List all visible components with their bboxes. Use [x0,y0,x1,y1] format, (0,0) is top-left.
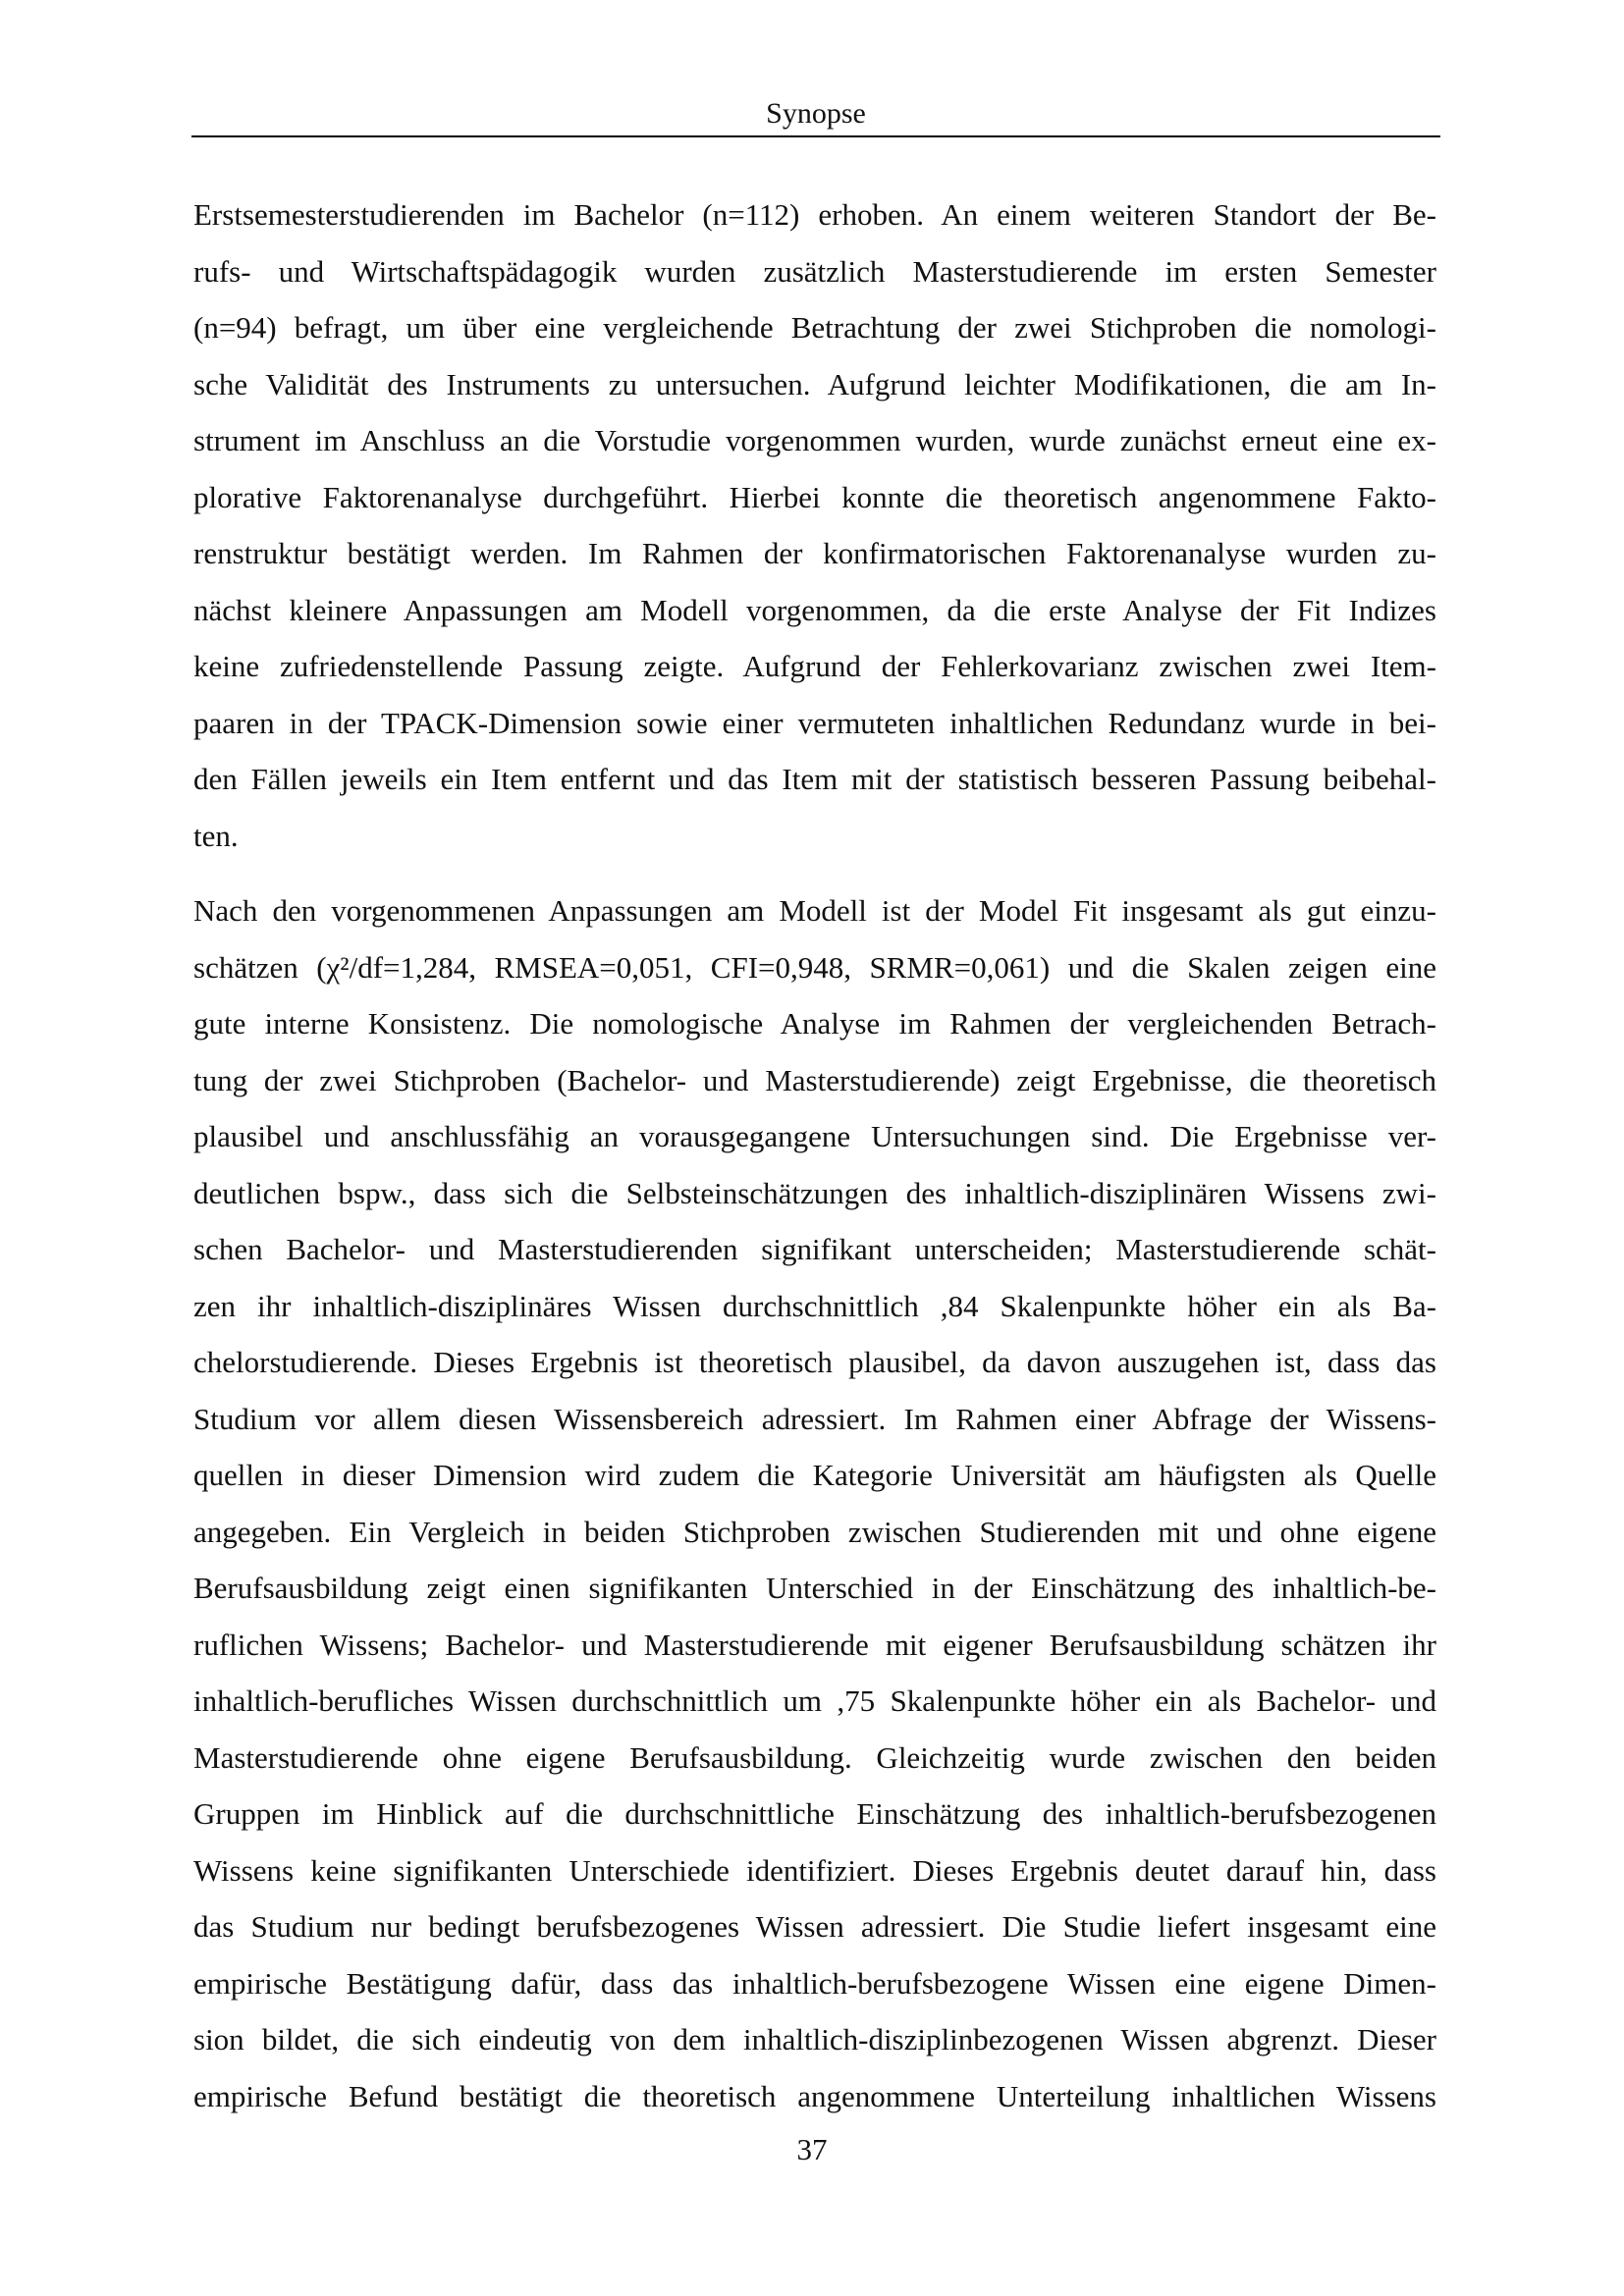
text-line: ten. [193,818,239,853]
text-line: Gruppen im Hinblick auf die durchschnittliche Einschätzung des inhaltlich-berufsbezogenen [193,1796,1436,1831]
running-header [191,92,1440,137]
paragraph-1 [193,187,1436,864]
text-line: schätzen (χ²/df=1,284, RMSEA=0,051, CFI=0,948, SRMR=0,061) und die Skalen zeigen eine [193,949,1436,985]
text-line: Berufsausbildung zeigt einen signifikanten Unterschied in der Einschätzung des inhaltlich-be- [193,1571,1436,1605]
text-line: deutlichen bspw., dass sich die Selbsteinschätzungen des inhaltlich-disziplinären Wissens zwi- [193,1175,1436,1210]
text-line: nächst kleinere Anpassungen am Modell vorgenommen, da die erste Analyse der Fit Indizes [193,592,1436,627]
body-text [193,187,1436,2124]
text-line: zen ihr inhaltlich-disziplinäres Wissen durchschnittlich ,84 Skalenpunkte höher ein als Ba- [193,1288,1436,1323]
text-line: Erstsemesterstudierenden im Bachelor (n=112) erhoben. An einem weiteren Standort der Be- [193,197,1436,232]
text-line: rufs- und Wirtschaftspädagogik wurden zusätzlich Masterstudierende im ersten Semester [193,253,1436,289]
text-line: (n=94) befragt, um über eine vergleichende Betrachtung der zwei Stichproben die nomologi- [193,310,1436,345]
text-line: renstruktur bestätigt werden. Im Rahmen der konfirmatorischen Faktorenanalyse wurden zu- [193,536,1436,570]
text-line: Nach den vorgenommenen Anpassungen am Modell ist der Model Fit insgesamt als gut einzu- [193,893,1436,928]
text-line: den Fällen jeweils ein Item entfernt und das Item mit der statistisch besseren Passung beibehal- [193,762,1436,796]
text-line: tung der zwei Stichproben (Bachelor- und Masterstudierende) zeigt Ergebnisse, die theoretisch [193,1062,1436,1097]
text-line: schen Bachelor- und Masterstudierenden signifikant unterscheiden; Masterstudierende schät- [193,1232,1436,1266]
page-number: 37 [796,2132,828,2166]
text-line: Masterstudierende ohne eigene Berufsausbildung. Gleichzeitig wurde zwischen den beiden [193,1739,1436,1775]
text-line: plausibel und anschlussfähig an vorausgegangene Untersuchungen sind. Die Ergebnisse ver- [193,1119,1436,1153]
text-line: gute interne Konsistenz. Die nomologische Analyse im Rahmen der vergleichenden Betrach- [193,1006,1436,1041]
text-line: empirische Befund bestätigt die theoretisch angenommene Unterteilung inhaltlichen Wissens [193,2078,1436,2113]
text-line: inhaltlich-berufliches Wissen durchschnittlich um ,75 Skalenpunkte höher ein als Bachelor- und [193,1683,1436,1718]
paragraph-2 [193,882,1436,2124]
text-line: Studium vor allem diesen Wissensbereich adressiert. Im Rahmen einer Abfrage der Wissens- [193,1401,1436,1436]
text-line: sion bildet, die sich eindeutig von dem inhaltlich-disziplinbezogenen Wissen abgrenzt. Dieser [193,2022,1436,2056]
text-line: empirische Bestätigung dafür, dass das inhaltlich-berufsbezogene Wissen eine eigene Dimen- [193,1965,1436,2001]
text-line: sche Validität des Instruments zu untersuchen. Aufgrund leichter Modifikationen, die am In- [193,366,1436,401]
text-line: plorative Faktorenanalyse durchgeführt. Hierbei konnte die theoretisch angenommene Fakto- [193,479,1436,514]
text-line: keine zufriedenstellende Passung zeigte. Aufgrund der Fehlerkovarianz zwischen zwei Item- [193,649,1436,683]
header-title: Synopse [766,97,866,130]
text-line: ruflichen Wissens; Bachelor- und Masterstudierende mit eigener Berufsausbildung schätzen ihr [193,1627,1436,1662]
text-line: paaren in der TPACK-Dimension sowie einer vermuteten inhaltlichen Redundanz wurde in bei- [193,705,1436,740]
text-line: quellen in dieser Dimension wird zudem die Kategorie Universität am häufigsten als Quelle [193,1458,1436,1492]
text-line: angegeben. Ein Vergleich in beiden Stichproben zwischen Studierenden mit und ohne eigene [193,1514,1436,1549]
text-line: Wissens keine signifikanten Unterschiede identifiziert. Dieses Ergebnis deutet darauf hin, dass [193,1852,1436,1888]
text-line: chelorstudierende. Dieses Ergebnis ist theoretisch plausibel, da davon auszugehen ist, dass das [193,1345,1436,1379]
text-line: das Studium nur bedingt berufsbezogenes Wissen adressiert. Die Studie liefert insgesamt eine [193,1909,1436,1944]
text-line: strument im Anschluss an die Vorstudie vorgenommen wurden, wurde zunächst erneut eine ex- [193,423,1436,457]
